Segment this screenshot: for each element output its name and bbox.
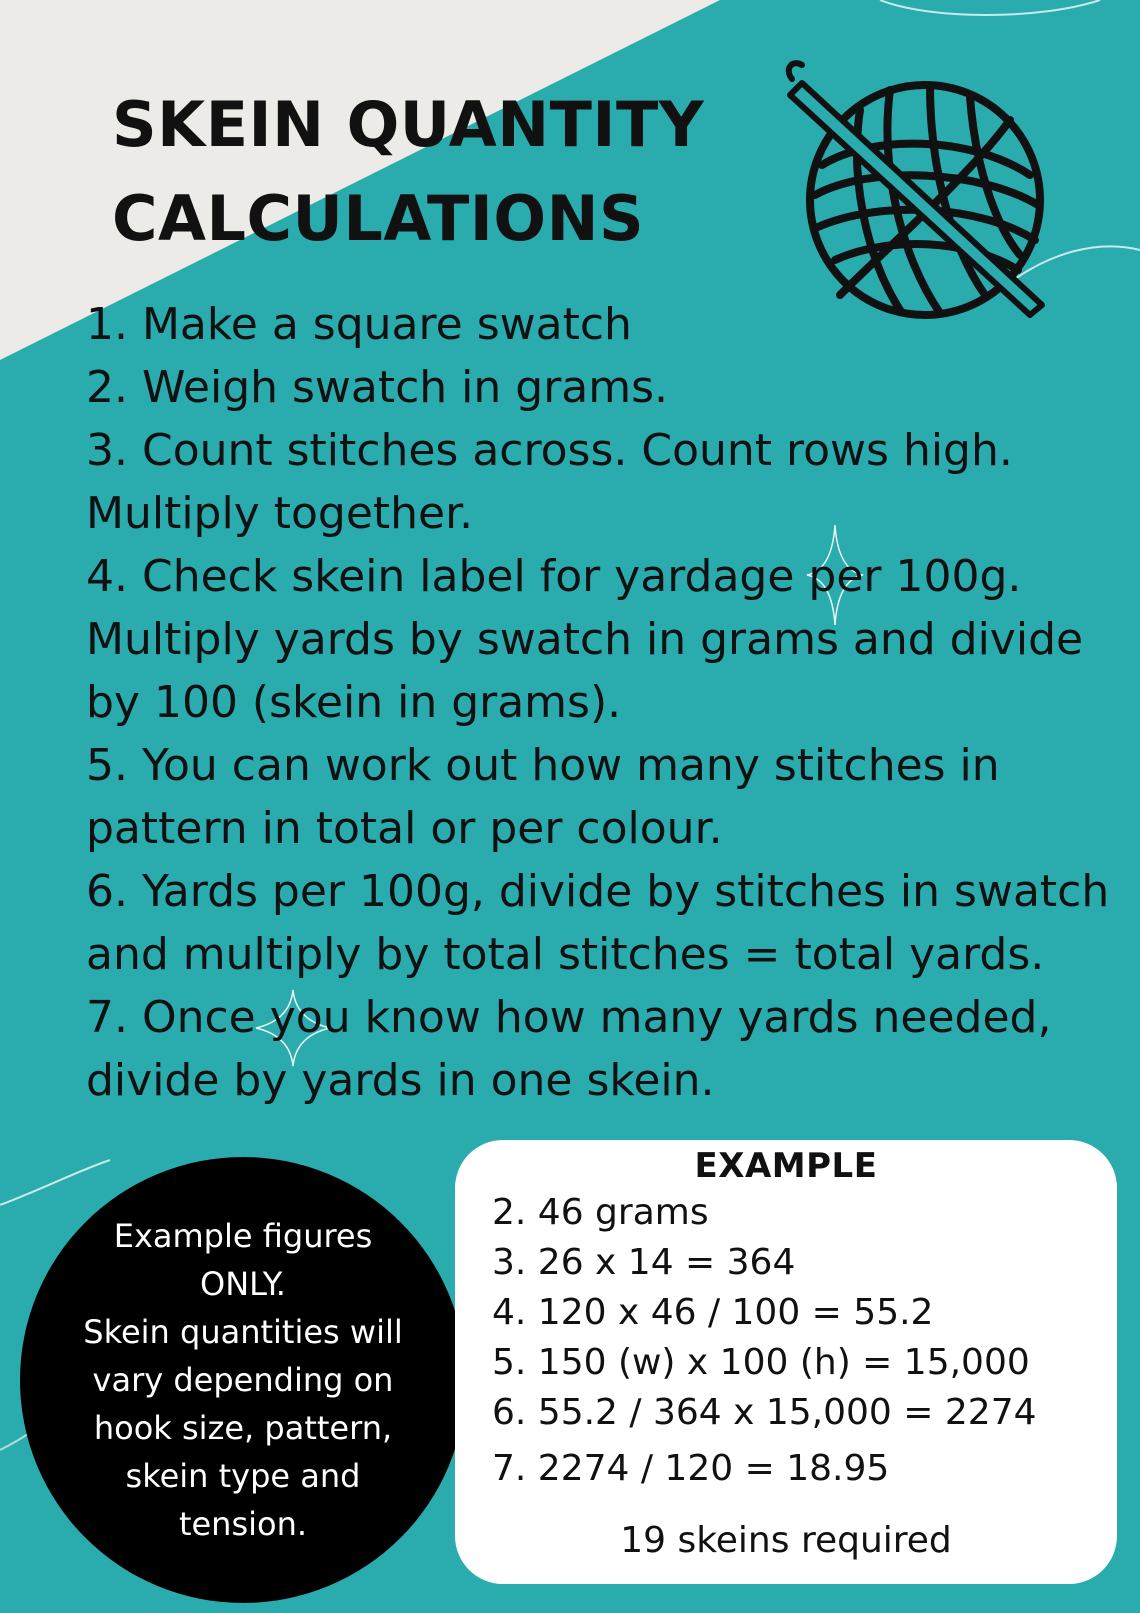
disclaimer-line: vary depending on xyxy=(92,1361,394,1399)
example-line: 3. 26 x 14 = 364 xyxy=(492,1242,796,1283)
disclaimer-line: Example figures xyxy=(113,1217,373,1255)
title-line: CALCULATIONS xyxy=(112,182,645,255)
example-result: 19 skeins required xyxy=(620,1520,952,1561)
page-title xyxy=(112,78,704,266)
disclaimer-text xyxy=(73,1212,413,1548)
title-line: SKEIN QUANTITY xyxy=(112,88,705,161)
example-line: 2. 46 grams xyxy=(492,1192,709,1233)
instruction-steps xyxy=(86,293,1116,1112)
disclaimer-line: ONLY. xyxy=(200,1265,286,1303)
step-item: 4. Check skein label for yardage per 100g. Multiply yards by swatch in grams and divide by 100 (skein in grams). xyxy=(86,551,1084,728)
step-item: 1. Make a square swatch xyxy=(86,299,632,350)
example-line: 7. 2274 / 120 = 18.95 xyxy=(492,1448,890,1489)
example-line: 6. 55.2 / 364 x 15,000 = 2274 xyxy=(492,1392,1037,1433)
step-item: 6. Yards per 100g, divide by stitches in swatch and multiply by total stitches = total yards. xyxy=(86,866,1110,980)
step-item: 7. Once you know how many yards needed, divide by yards in one skein. xyxy=(86,992,1052,1106)
example-calculations xyxy=(492,1188,1037,1494)
example-card xyxy=(455,1140,1117,1584)
disclaimer-line: Skein quantities will xyxy=(83,1313,403,1351)
step-item: 2. Weigh swatch in grams. xyxy=(86,362,669,413)
step-item: 3. Count stitches across. Count rows high. Multiply together. xyxy=(86,425,1013,539)
example-title: EXAMPLE xyxy=(694,1146,878,1186)
disclaimer-line: skein type and xyxy=(125,1457,361,1495)
example-line: 5. 150 (w) x 100 (h) = 15,000 xyxy=(492,1342,1030,1383)
example-line: 4. 120 x 46 / 100 = 55.2 xyxy=(492,1292,934,1333)
disclaimer-line: tension. xyxy=(178,1505,308,1543)
disclaimer-line: hook size, pattern, xyxy=(93,1409,393,1447)
step-item: 5. You can work out how many stitches in pattern in total or per colour. xyxy=(86,740,1000,854)
disclaimer-circle xyxy=(20,1157,466,1603)
